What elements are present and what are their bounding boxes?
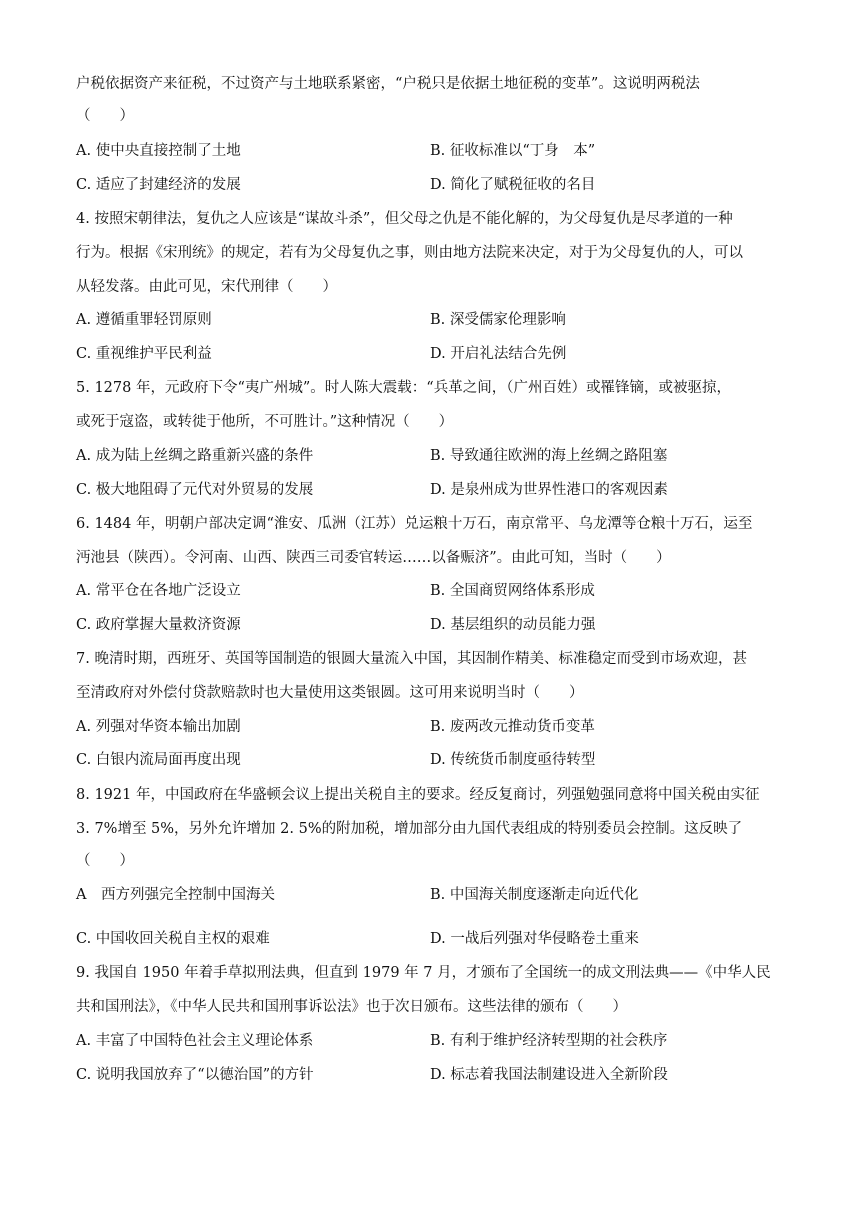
q5-stem-line-2: 或死于寇盗，或转徙于他所，不可胜计。”这种情况（ ） [76, 414, 454, 430]
q4-stem-line-2: 行为。根据《宋刑统》的规定，若有为父母复仇之事，则由地方法院来决定，对于为父母复仇的人，可以 [76, 245, 743, 261]
q6-stem-line-2: 沔池县（陕西）。令河南、山西、陕西三司委官转运……以备赈济”。由此可知，当时（ ） [76, 550, 671, 566]
q8-option-a[interactable]: A 西方列强完全控制中国海关 [76, 887, 275, 903]
q3-option-d[interactable]: D. 简化了赋税征收的名目 [430, 177, 596, 193]
q5-stem-line-1: 5. 1278 年，元政府下令“夷广州城”。时人陈大震载：“兵革之间，（广州百姓）或罹锋镝，或被驱掠， [76, 380, 731, 396]
q4-stem-line-1: 4. 按照宋朝律法，复仇之人应该是“谋故斗杀”，但父母之仇是不能化解的，为父母复仇是尽孝道的一种 [76, 211, 733, 227]
q8-stem-line-1: 8. 1921 年，中国政府在华盛顿会议上提出关税自主的要求。经反复商讨，列强勉强同意将中国关税由实征 [76, 787, 760, 803]
q9-stem-line-1: 9. 我国自 1950 年着手草拟刑法典，但直到 1979 年 7 月，才颁布了全国统一的成文刑法典——《中华人民 [76, 965, 771, 981]
q7-option-b[interactable]: B. 废两改元推动货币变革 [430, 719, 595, 735]
q3-option-a[interactable]: A. 使中央直接控制了土地 [76, 143, 241, 159]
q3-stem-line-2: （ ） [76, 108, 134, 124]
q6-stem-line-1: 6. 1484 年，明朝户部决定调“淮安、瓜洲（江苏）兑运粮十万石，南京常平、乌龙潭等仓粮十万石，运至 [76, 516, 753, 532]
q5-option-d[interactable]: D. 是泉州成为世界性港口的客观因素 [430, 482, 668, 498]
q9-option-b[interactable]: B. 有利于维护经济转型期的社会秩序 [430, 1033, 668, 1049]
q3-stem-line-1: 户税依据资产来征税，不过资产与土地联系紧密，“户税只是依据土地征税的变革”。这说明两税法 [76, 76, 700, 92]
q8-option-b[interactable]: B. 中国海关制度逐渐走向近代化 [430, 887, 639, 903]
q6-option-b[interactable]: B. 全国商贸网络体系形成 [430, 583, 595, 599]
q4-option-d[interactable]: D. 开启礼法结合先例 [430, 346, 567, 362]
q5-option-c[interactable]: C. 极大地阻碍了元代对外贸易的发展 [76, 482, 314, 498]
q8-option-c[interactable]: C. 中国收回关税自主权的艰难 [76, 931, 270, 947]
q7-stem-line-1: 7. 晚清时期，西班牙、英国等国制造的银圆大量流入中国，其因制作精美、标准稳定而受到市场欢迎，甚 [76, 651, 747, 667]
q4-option-a[interactable]: A. 遵循重罪轻罚原则 [76, 312, 212, 328]
q8-stem-line-2: 3. 7%增至 5%，另外允许增加 2. 5%的附加税，增加部分由九国代表组成的特别委员会控制。这反映了 [76, 821, 743, 837]
q8-stem-line-3: （ ） [76, 853, 134, 869]
q4-option-b[interactable]: B. 深受儒家伦理影响 [430, 312, 566, 328]
q6-option-c[interactable]: C. 政府掌握大量救济资源 [76, 617, 241, 633]
q6-option-d[interactable]: D. 基层组织的动员能力强 [430, 617, 596, 633]
q7-option-c[interactable]: C. 白银内流局面再度出现 [76, 752, 241, 768]
q4-stem-line-3: 从轻发落。由此可见，宋代刑律（ ） [76, 279, 337, 295]
q9-option-a[interactable]: A. 丰富了中国特色社会主义理论体系 [76, 1033, 314, 1049]
q9-option-d[interactable]: D. 标志着我国法制建设进入全新阶段 [430, 1067, 668, 1083]
q7-stem-line-2: 至清政府对外偿付贷款赔款时也大量使用这类银圆。这可用来说明当时（ ） [76, 685, 584, 701]
q9-stem-line-2: 共和国刑法》，《中华人民共和国刑事诉讼法》也于次日颁布。这些法律的颁布（ ） [76, 999, 627, 1015]
q6-option-a[interactable]: A. 常平仓在各地广泛设立 [76, 583, 241, 599]
q5-option-a[interactable]: A. 成为陆上丝绸之路重新兴盛的条件 [76, 448, 314, 464]
q3-option-b[interactable]: B. 征收标准以“丁身 本” [430, 143, 596, 159]
q8-option-d[interactable]: D. 一战后列强对华侵略卷土重来 [430, 931, 639, 947]
q3-option-c[interactable]: C. 适应了封建经济的发展 [76, 177, 241, 193]
q5-option-b[interactable]: B. 导致通往欧洲的海上丝绸之路阻塞 [430, 448, 668, 464]
q7-option-d[interactable]: D. 传统货币制度亟待转型 [430, 752, 596, 768]
q9-option-c[interactable]: C. 说明我国放弃了“以德治国”的方针 [76, 1067, 314, 1083]
q4-option-c[interactable]: C. 重视维护平民利益 [76, 346, 212, 362]
q7-option-a[interactable]: A. 列强对华资本输出加剧 [76, 719, 241, 735]
